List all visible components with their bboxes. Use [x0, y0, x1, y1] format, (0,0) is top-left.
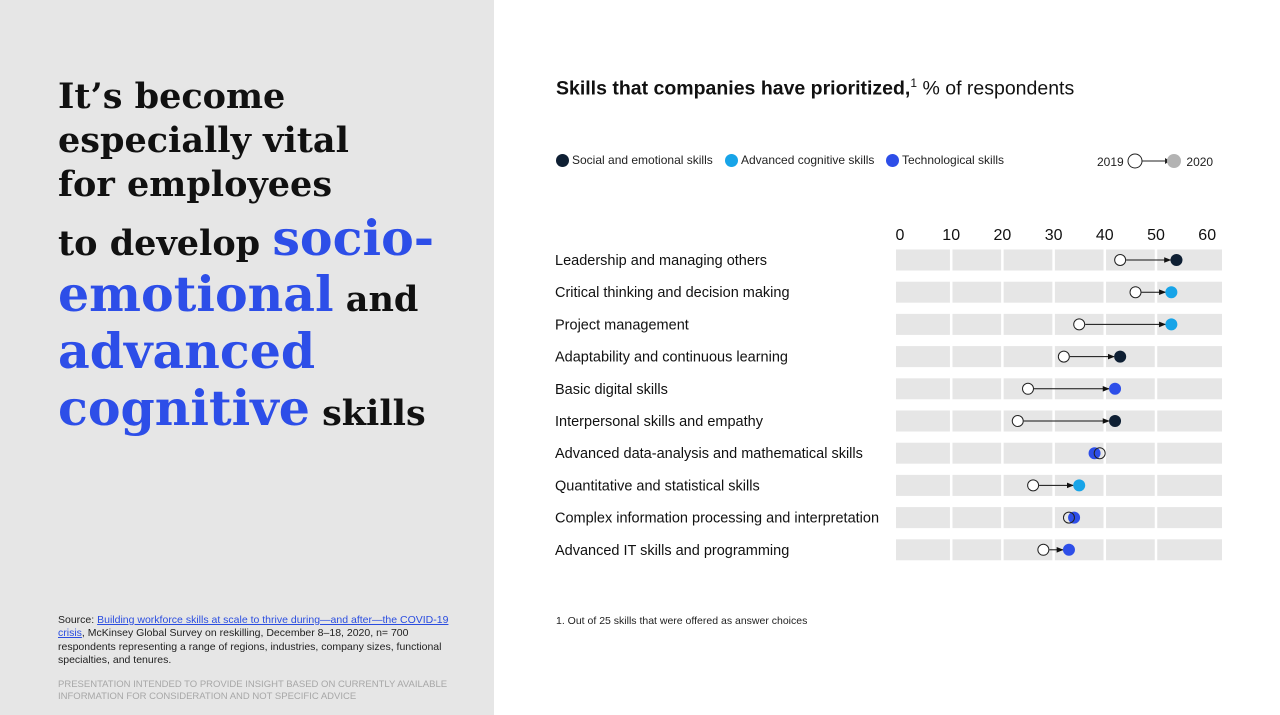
row-label: Adaptability and continuous learning: [555, 349, 788, 366]
point-2020: [1109, 415, 1121, 427]
headline-accent-socio: socio-: [272, 209, 435, 267]
row-label: Complex information processing and interpretation: [555, 510, 880, 527]
x-tick-label: 60: [1198, 227, 1217, 244]
headline-accent-cognitive: cognitive: [58, 379, 310, 437]
year-legend-to: 2020: [1186, 155, 1214, 169]
row-bar-background: [896, 507, 1222, 528]
legend-social-label: Social and emotional skills: [572, 153, 713, 167]
source-prefix: Source:: [58, 614, 98, 626]
x-tick-label: 0: [895, 227, 905, 244]
x-tick-label: 20: [993, 227, 1012, 244]
x-tick-label: 40: [1095, 227, 1114, 244]
chart-title-bold: Skills that companies have prioritized,: [556, 77, 911, 100]
x-tick-label: 50: [1147, 227, 1165, 244]
row-label: Advanced IT skills and programming: [555, 542, 790, 559]
point-2019: [1074, 319, 1085, 330]
headline-text-4: to develop: [58, 223, 273, 264]
point-2019: [1115, 255, 1126, 266]
row-bar-background: [896, 443, 1222, 464]
year-legend-from: 2019: [1097, 155, 1124, 169]
row-label: Project management: [555, 317, 689, 334]
point-2020: [1073, 479, 1085, 491]
point-2020: [1170, 254, 1182, 266]
point-2020: [1165, 286, 1177, 298]
row-label: Interpersonal skills and empathy: [555, 414, 763, 430]
point-2019: [1058, 351, 1069, 362]
point-2020: [1109, 383, 1121, 395]
disclaimer: PRESENTATION INTENDED TO PROVIDE INSIGHT BASED ON CURRENTLY AVAILABLE INFORMATION FOR CONSIDERATION AND NOT SPECIFIC ADVICE: [58, 679, 448, 702]
footnote: 1. Out of 25 skills that were offered as answer choices: [556, 615, 808, 627]
chart-title-unit: % of respondents: [917, 77, 1075, 100]
point-2019: [1028, 480, 1039, 491]
chart-title-footnote-ref: 1: [910, 76, 918, 90]
headline-text-7: skills: [309, 393, 426, 434]
point-2019: [1012, 416, 1023, 427]
source-rest: , McKinsey Global Survey on reskilling, December 8–18, 2020, n= 700 respondents representing a range of regions, industries, company sizes, functional specialties, and tenures.: [58, 627, 442, 666]
headline-text-2: especially vital: [58, 120, 349, 161]
row-label: Critical thinking and decision making: [555, 285, 790, 302]
headline-text-1: It’s become: [58, 76, 286, 117]
row-label: Advanced data-analysis and mathematical skills: [555, 446, 863, 463]
source-link[interactable]: Building workforce skills at scale to thrive during—and after—the COVID-19 crisis: [58, 614, 449, 640]
row-label: Basic digital skills: [555, 381, 668, 398]
headline-accent-emotional: emotional: [58, 265, 334, 323]
x-tick-label: 10: [942, 227, 961, 244]
point-2020: [1063, 544, 1075, 556]
headline-accent-advanced: advanced: [58, 322, 316, 380]
row-label: Quantitative and statistical skills: [555, 478, 760, 495]
x-tick-label: 30: [1044, 227, 1063, 244]
point-2020: [1114, 351, 1126, 363]
legend-tech-label: Technological skills: [902, 153, 1005, 167]
point-2020: [1165, 318, 1177, 330]
legend-cognitive-label: Advanced cognitive skills: [741, 153, 875, 167]
headline-text-3: for employees: [58, 164, 333, 205]
point-2019: [1038, 544, 1049, 555]
row-label: Leadership and managing others: [555, 253, 768, 269]
point-2019: [1023, 383, 1034, 394]
headline-text-5: and: [333, 279, 419, 320]
point-2019: [1130, 287, 1141, 298]
